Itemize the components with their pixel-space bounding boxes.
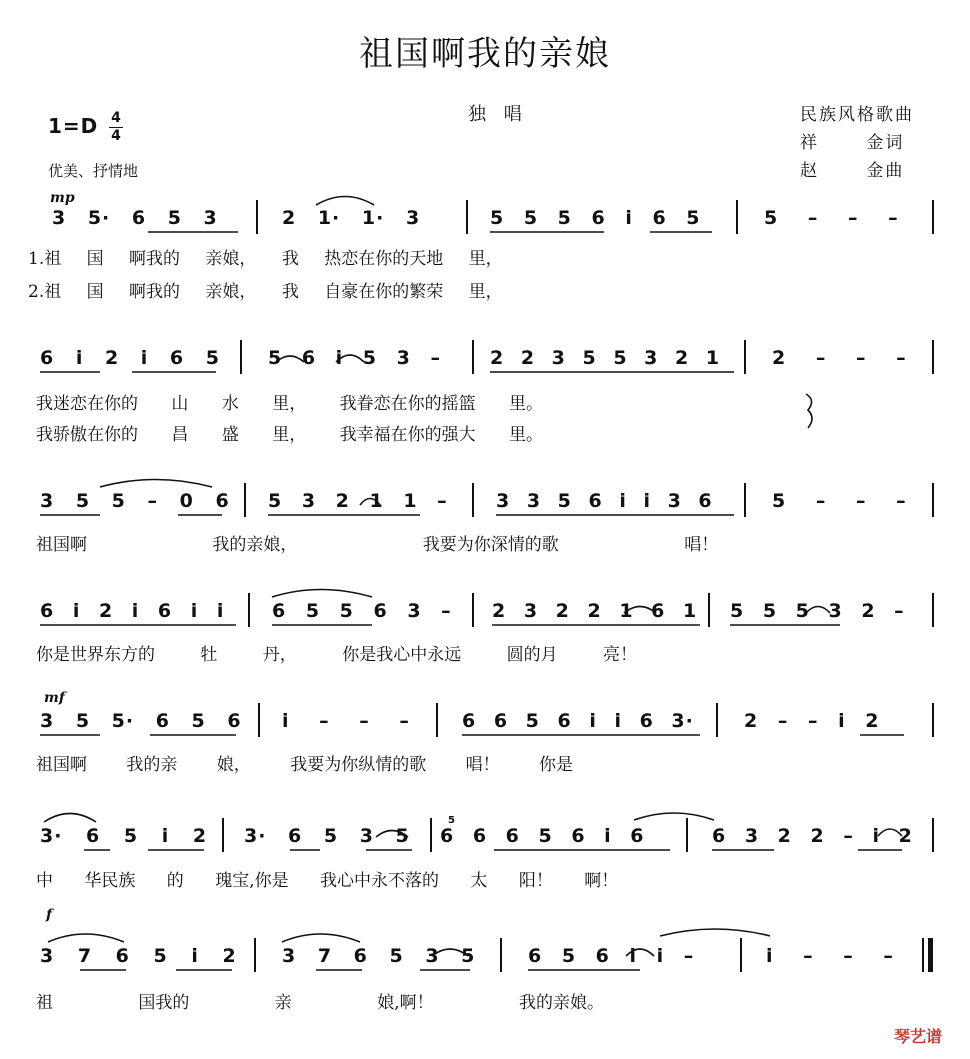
- dynamic-mp: mp: [50, 190, 75, 206]
- sys2-lyric2: 我骄傲在你的 昌 盛 里， 我幸福在你的强大 里。: [36, 425, 544, 445]
- sys3-bar3: 3 3 5 6 i i 3 6: [496, 490, 713, 512]
- sys3-bar2: 5 3 2 1 1 –: [268, 490, 448, 512]
- sys2-bar3: 2 2 3 5 5 3 2 1: [490, 347, 721, 369]
- sys5-lyric1: 祖国啊 我的亲 娘， 我要为你纵情的歌 唱！ 你是: [36, 755, 574, 775]
- sys7-bar3: 6 5 6 i i –: [528, 945, 695, 967]
- sys4-lyric1: 你是世界东方的 牡 丹， 你是我心中永远 圆的月 亮！: [36, 645, 638, 665]
- watermark-logo: 琴艺谱: [893, 1027, 942, 1046]
- tempo-marking: 优美、抒情地: [48, 162, 139, 180]
- time-signature-top: 4: [111, 110, 121, 126]
- sys1-bar2: 2 1· 1· 3: [282, 207, 421, 229]
- sys3-bar1: 3 5 5 – 0 6: [40, 490, 230, 512]
- sys4-bar2: 6 5 5 6 3 –: [272, 600, 452, 622]
- sys1-lyric2: 2.祖 国 啊我的 亲娘， 我 自豪在你的繁荣 里，: [28, 282, 503, 302]
- sys7-bar4: i – – –: [766, 945, 894, 967]
- sys7-bar1: 3 7 6 5 i 2: [40, 945, 237, 967]
- sys1-bar4: 5 – – –: [764, 207, 899, 229]
- sys1-bar3: 5 5 5 6 i 6 5: [490, 207, 701, 229]
- sys5-bar4: 2 – – i 2: [744, 710, 880, 732]
- sys3-bar4: 5 – – –: [772, 490, 907, 512]
- sys4-bar3: 2 3 2 2 1 6 1: [492, 600, 698, 622]
- dynamic-mf: mf: [44, 690, 65, 706]
- sys4-bar4: 5 5 5 3 2 –: [730, 600, 905, 622]
- sys6-bar1: 3· 6 5 i 2: [40, 825, 208, 847]
- sys4-bar1: 6 i 2 i 6 i i: [40, 600, 225, 622]
- genre-credit: 民族风格歌曲: [800, 105, 914, 125]
- sys5-bar2: i – – –: [282, 710, 410, 732]
- sys2-lyric1: 我迷恋在你的 山 水 里， 我眷恋在你的摇篮 里。: [36, 394, 544, 414]
- sys6-bar2: 3· 6 5 3 5: [244, 825, 410, 847]
- sys2-bar4: 2 – – –: [772, 347, 907, 369]
- dynamic-f: f: [46, 907, 53, 923]
- sys6-lyric1: 中 华民族 的 瑰宝,你是 我心中永不落的 太 阳！ 啊！: [36, 871, 619, 891]
- key-signature: 1=D: [48, 114, 99, 138]
- sys7-bar2: 3 7 6 5 3 5: [282, 945, 476, 967]
- sys1-bar1: 3 5· 6 5 3: [52, 207, 218, 229]
- time-signature-bottom: 4: [111, 128, 121, 144]
- sys1-lyric1: 1.祖 国 啊我的 亲娘， 我 热恋在你的天地 里，: [28, 249, 503, 269]
- song-title: 祖国啊我的亲娘: [359, 34, 611, 74]
- sys5-bar1: 3 5 5· 6 5 6: [40, 710, 242, 732]
- lyricist-credit: 祥 金词: [800, 133, 905, 153]
- sys6-bar4: 6 3 2 2 – i 2: [712, 825, 913, 847]
- sys5-bar3: 6 6 5 6 i i 6 3·: [462, 710, 694, 732]
- composer-credit: 赵 金曲: [800, 161, 905, 181]
- sys3-lyric1: 祖国啊 我的亲娘， 我要为你深情的歌 唱！: [36, 535, 719, 555]
- sys7-lyric1: 祖 国我的 亲 娘,啊！ 我的亲娘。: [36, 993, 605, 1013]
- sys2-bar2: 5 6 i 5 3 –: [268, 347, 441, 369]
- sys2-bar1: 6 i 2 i 6 5: [40, 347, 220, 369]
- grace-note: 5: [448, 815, 455, 826]
- performance-type: 独 唱: [468, 104, 528, 125]
- sys6-bar3: 6 6 6 5 6 i 6: [440, 825, 645, 847]
